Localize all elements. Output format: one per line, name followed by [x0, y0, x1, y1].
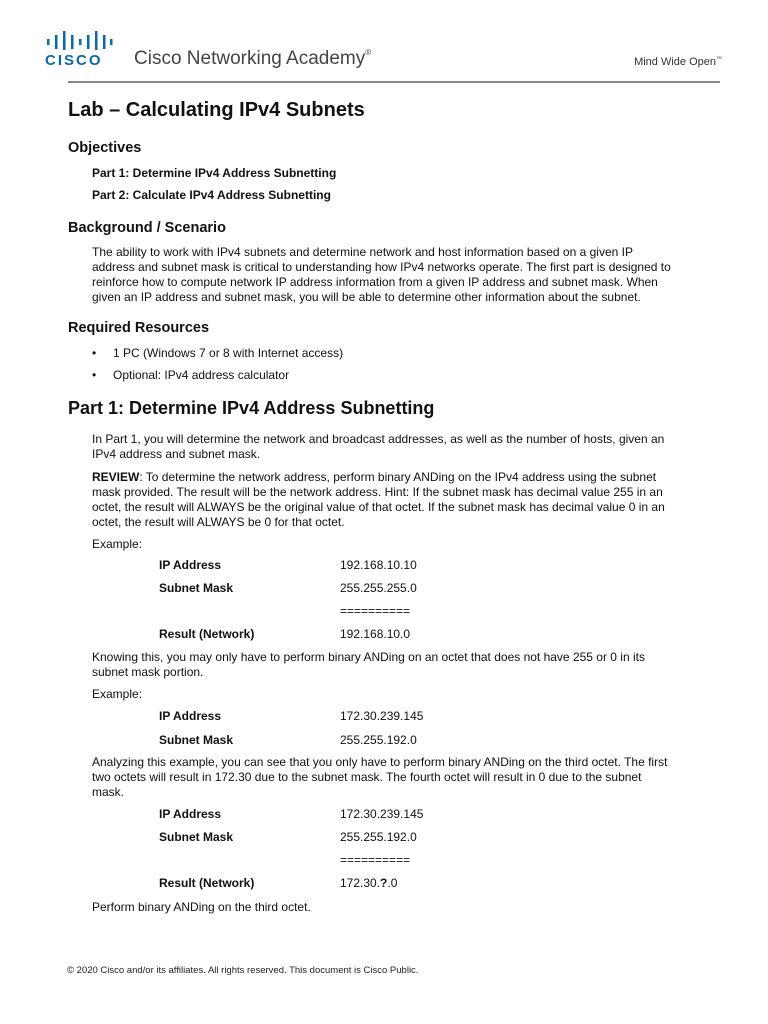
- closing-paragraph: Perform binary ANDing on the third octet.: [92, 900, 311, 914]
- example-separator: ==========: [340, 604, 411, 618]
- analyzing-paragraph: Analyzing this example, you can see that you only have to perform binary ANDing on the third octet. The first two octets will result in 172.30 due to the subnet mask. The fourth octet will result in 0 due to the subnet mask.: [92, 755, 668, 799]
- example-row-label: Subnet Mask: [159, 733, 234, 747]
- example-row-label: IP Address: [159, 709, 222, 723]
- background-paragraph: The ability to work with IPv4 subnets and determine network and host information based on a given IP address and subnet mask is critical to understanding how IPv4 networks operate. The first part is designed to reinforce how to compute network IP address information from a given IP address and subnet mask. When given an IP address and subnet mask, you will be able to determine other information about the subnet.: [92, 245, 671, 304]
- objective-item: Part 1: Determine IPv4 Address Subnetting: [92, 166, 337, 180]
- example-row-label: IP Address: [159, 558, 222, 572]
- page-header: [0, 0, 768, 80]
- background-heading: Background / Scenario: [68, 220, 226, 236]
- example-row-label: Subnet Mask: [159, 830, 234, 844]
- list-item: • 1 PC (Windows 7 or 8 with Internet access): [92, 346, 344, 360]
- page-footer: © 2020 Cisco and/or its affiliates. All rights reserved. This document is Cisco Public.: [67, 965, 419, 976]
- example-row-label: Result (Network): [159, 876, 255, 890]
- example-label: Example:: [92, 687, 143, 701]
- header-divider: [68, 81, 720, 83]
- bullet-icon: •: [92, 346, 97, 360]
- example-row-label: Result (Network): [159, 627, 255, 641]
- example-row-value: 172.30.?.0: [340, 876, 398, 890]
- review-paragraph: REVIEW: To determine the network address, perform binary ANDing on the IPv4 address using the subnet mask provided. The result will be the network address. Hint: If the subnet mask has decimal value 255 in an octet, the result will ALWAYS be the original value of that octet. If the subnet mask has decimal value 0 in an octet, the result will ALWAYS be 0 for that octet.: [92, 470, 665, 529]
- cisco-logo-bars-icon: [47, 31, 113, 50]
- example-row-value: 255.255.192.0: [340, 830, 417, 844]
- part1-intro: In Part 1, you will determine the network and broadcast addresses, as well as the number of hosts, given an IPv4 address and subnet mask.: [92, 432, 665, 461]
- example-row-value: 172.30.239.145: [340, 709, 424, 723]
- cisco-logo-text: CISCO: [45, 52, 103, 69]
- resources-heading: Required Resources: [68, 320, 210, 336]
- example-row-value: 172.30.239.145: [340, 807, 424, 821]
- example-row-value: 192.168.10.10: [340, 558, 417, 572]
- list-item: • Optional: IPv4 address calculator: [92, 368, 290, 382]
- tagline: Mind Wide Open™: [634, 56, 722, 68]
- example-row-value: 255.255.192.0: [340, 733, 417, 747]
- page-title: Lab – Calculating IPv4 Subnets: [68, 99, 365, 121]
- review-label: REVIEW: [92, 470, 140, 484]
- example-row-label: IP Address: [159, 807, 222, 821]
- objective-item: Part 2: Calculate IPv4 Address Subnetting: [92, 188, 331, 202]
- example-label: Example:: [92, 537, 143, 551]
- objectives-heading: Objectives: [68, 140, 142, 156]
- part1-heading: Part 1: Determine IPv4 Address Subnetting: [68, 398, 435, 418]
- knowing-paragraph: Knowing this, you may only have to perform binary ANDing on an octet that does not have 255 or 0 in its subnet mask portion.: [92, 650, 645, 679]
- example-row-label: Subnet Mask: [159, 581, 234, 595]
- bullet-icon: •: [92, 368, 97, 382]
- example-row-value: 255.255.255.0: [340, 581, 417, 595]
- example-row-value: 192.168.10.0: [340, 627, 411, 641]
- academy-name: Cisco Networking Academy®: [134, 48, 372, 69]
- example-separator: ==========: [340, 853, 411, 867]
